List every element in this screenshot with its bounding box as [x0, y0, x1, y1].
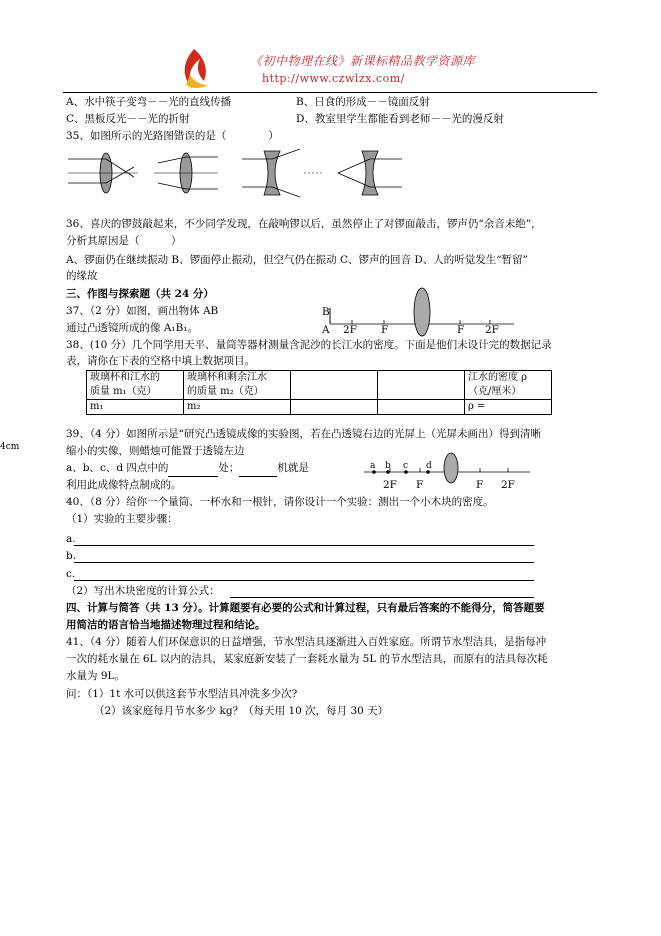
q40-formula-answer-line[interactable] [230, 597, 534, 598]
table-header-cell [184, 371, 291, 400]
q37-label-a: A [322, 324, 330, 336]
q41-line-4: 问：（1）1t 水可以供这套节水型洁具冲洗多少次? [66, 688, 298, 700]
convex-lens-diagram-2 [154, 153, 218, 193]
q41-line-5: （2）该家庭每月节水多少 kg？（每天用 10 次，每月 30 天） [94, 705, 389, 717]
q35-lens-diagrams [68, 145, 408, 203]
header-text: 玻璃杯和江水的 [90, 372, 160, 383]
q34-option-c: C、黑板反光－－光的折射 [66, 113, 190, 125]
q39-point-c: c [403, 461, 409, 471]
q40-step-c-label: c. [66, 568, 76, 580]
header-text: 的质量 m₂（克） [187, 386, 264, 397]
q39-label-left-2f: 2F [383, 479, 397, 491]
q39-label-left-f: F [416, 479, 424, 491]
q40-step-c-answer-line[interactable] [74, 580, 534, 581]
section-3-title: 三、作图与探索题（共 24 分） [66, 288, 214, 300]
concave-lens-diagram-2 [338, 151, 402, 195]
q40-step-b-answer-line[interactable] [74, 562, 534, 563]
q37-label-left-f: F [381, 324, 389, 336]
q39-line-2: 缩小的实像，则蜡烛可能置于透镜左边 [66, 445, 245, 457]
q40-line-3: （2）写出木块密度的计算公式： [66, 585, 220, 597]
q38-data-table [86, 370, 552, 415]
table-blank-cell[interactable] [378, 371, 465, 400]
q34-option-d: D、教室里学生都能看到老师－－光的漫反射 [296, 113, 504, 125]
q39-text-a: a、b、c、d 四点中的 [66, 462, 169, 474]
table-blank-cell[interactable] [291, 400, 378, 415]
table-blank-cell[interactable] [291, 371, 378, 400]
logo-icon [170, 45, 218, 93]
q39-blank-2[interactable] [239, 460, 277, 477]
table-blank-cell[interactable] [378, 400, 465, 415]
header-text: 玻璃杯和剩余江水 [187, 372, 267, 383]
table-cell: m₁ [87, 400, 184, 415]
header-rule [63, 92, 597, 93]
q40-step-a-label: a. [66, 533, 76, 545]
q39-line-1: 39、（4 分）如图所示是“研究凸透镜成像的实验图，若在凸透镜右边的光屏上（光屏未画出）得到清晰 [66, 428, 541, 440]
section-4-line-1: 四、计算与简答（共 13 分）。计算题要有必要的公式和计算过程，只有最后答案的不能得分，简答题要 [66, 602, 545, 614]
table-cell: ρ = [465, 400, 552, 415]
q37-label-right-2f: 2F [485, 324, 499, 336]
q39-point-d: d [426, 461, 432, 471]
q39-point-b: b [385, 461, 391, 471]
header-text: （克/厘米） [468, 386, 522, 397]
q37-line-2: 通过凸透镜所成的像 A₁B₁。 [66, 322, 199, 334]
q37-line-1: 37、（2 分）如图，画出物体 AB [66, 305, 219, 317]
q34-option-a: A、水中筷子变弯－－光的直线传播 [66, 96, 232, 108]
header-text: 江水的密度 ρ [468, 372, 528, 383]
margin-note: 4cm [0, 442, 20, 452]
q37-label-b: B [322, 306, 330, 318]
section-4-line-2: 用简洁的语言恰当地描述物理过程和结论。 [66, 619, 266, 631]
q39-label-right-f: F [476, 479, 484, 491]
table-row [87, 371, 552, 400]
q34-option-b: B、日食的形成－－镜面反射 [296, 96, 430, 108]
q40-line-1: 40、（8 分）给你一个量筒、一杯水和一根针，请你设计一个实验：测出一个小木块的密度。 [66, 496, 494, 508]
q36-line-1: 36、喜庆的锣鼓敲起来，不少同学发现，在敲响锣以后，虽然停止了对锣面敲击，锣声仍“余音未绝”， [66, 218, 542, 230]
table-header-cell [87, 371, 184, 400]
q38-line-1: 38、(10 分）几个同学用天平、量筒等器材测量含泥沙的长江水的密度。下面是他们未设计完的数据记录 [66, 339, 552, 351]
q36-line-4: 的缘故 [66, 270, 98, 282]
q39-line-3 [66, 460, 309, 477]
table-row [87, 400, 552, 415]
q39-label-right-2f: 2F [501, 479, 515, 491]
header-text: 质量 m₁（克） [90, 386, 157, 397]
q37-label-left-2f: 2F [343, 324, 357, 336]
q37-label-right-f: F [457, 324, 465, 336]
header-title: 《初中物理在线》新课标精品教学资源库 [250, 54, 476, 68]
q36-line-3: A、锣面仍在继续振动 B、锣面停止振动，但空气仍在振动 C、锣声的回音 D、人的听觉发生“暂留” [66, 254, 528, 266]
q38-line-2: 表，请你在下表的空格中填上数据项目。 [66, 355, 255, 367]
q36-line-2: 分析其原因是（ ） [66, 235, 182, 247]
q40-step-b-label: b. [66, 550, 77, 562]
table-cell: m₂ [184, 400, 291, 415]
q39-line-4: 利用此成像特点制成的。 [66, 479, 182, 491]
q39-text-b: 处； [218, 462, 240, 474]
q40-step-a-answer-line[interactable] [74, 545, 534, 546]
table-header-cell [465, 371, 552, 400]
header-url[interactable]: http://www.czwlzx.com/ [262, 72, 405, 85]
q39-point-a: a [370, 461, 376, 471]
q39-blank-1[interactable] [168, 460, 218, 477]
q41-line-2: 一次的耗水量在 6L 以内的洁具，某家庭新安装了一套耗水量为 5L 的节水型洁具，而原有的洁具每次耗 [66, 653, 548, 665]
q40-line-2: （1）实验的主要步骤： [66, 513, 178, 525]
concave-lens-diagram-1 [242, 149, 324, 197]
q39-text-c: 机就是 [277, 462, 309, 474]
q41-line-1: 41、（4 分）随着人们环保意识的日益增强，节水型洁具逐渐进入百姓家庭。所谓节水型洁具，是指每冲 [66, 636, 547, 648]
q41-line-3: 水量为 9L。 [66, 670, 125, 682]
q35-question: 35、如图所示的光路图错误的是（ ） [66, 130, 279, 142]
convex-lens-diagram-1 [68, 153, 138, 193]
